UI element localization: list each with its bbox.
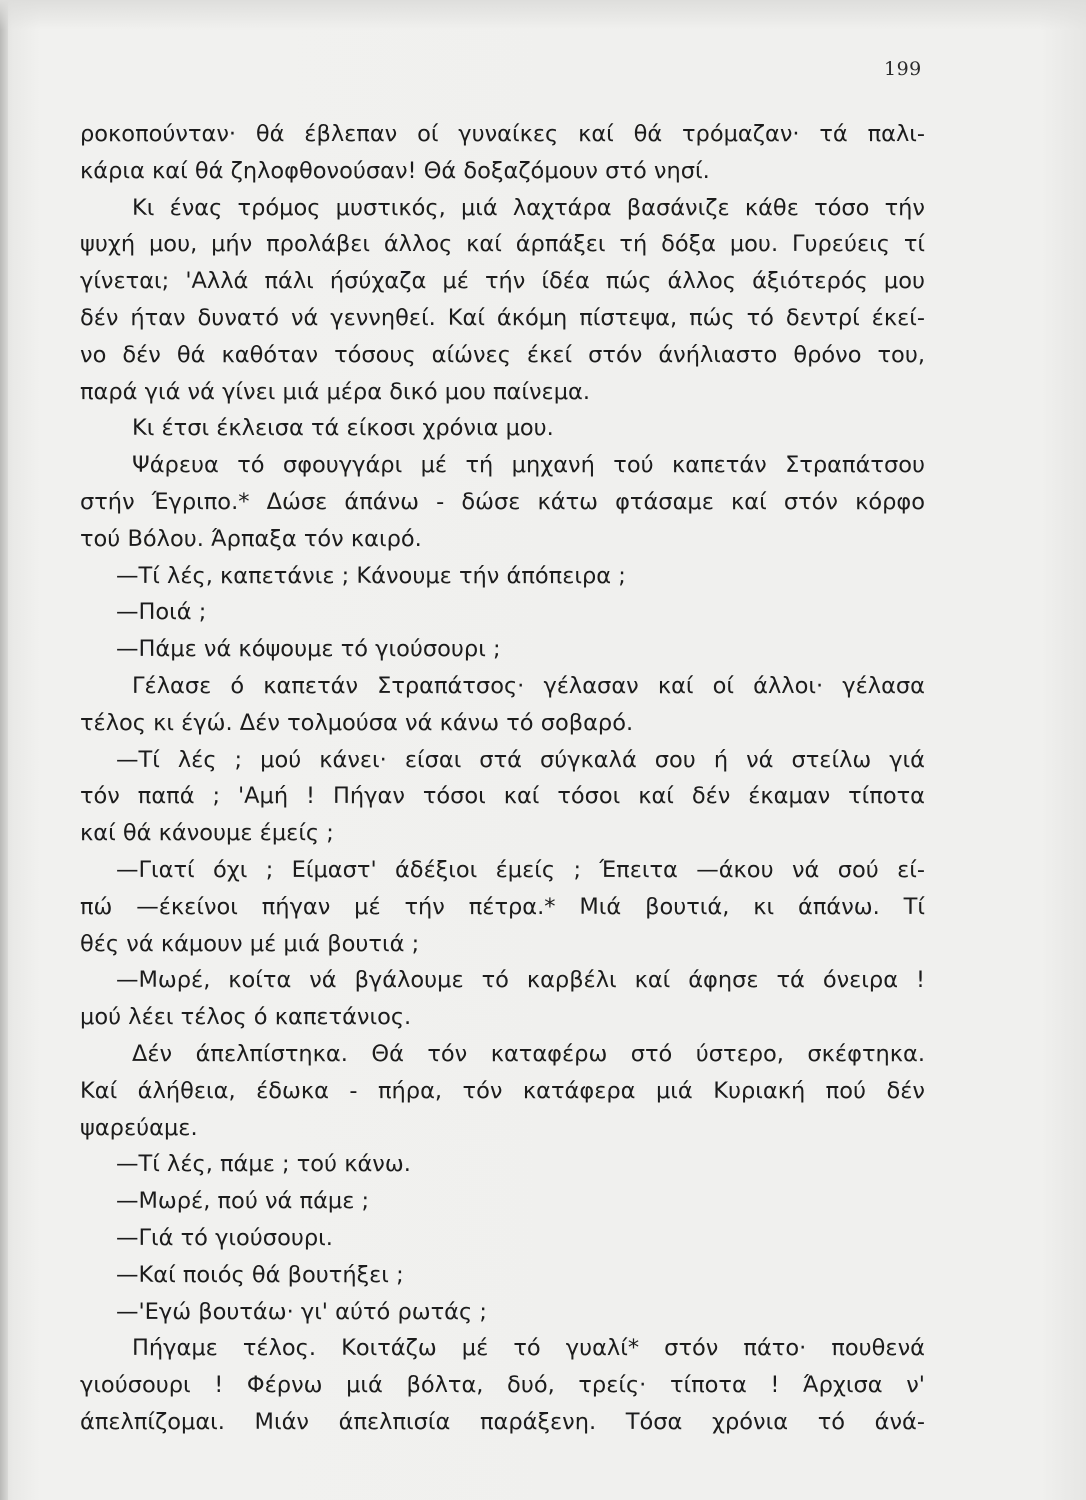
text-line: ροκοπούνταν· θά έβλεπαν οί γυναίκες καί θά τρόμαζαν· τά παλι-: [80, 121, 925, 147]
text-line: ψυχή μου, μήν προλάβει άλλος καί άρπάξει τή δόξα μου. Γυρεύεις τί: [80, 231, 925, 258]
text-line: τέλος κι έγώ. Δέν τολμούσα νά κάνω τό σοβαρό.: [80, 709, 634, 736]
dialogue-line: —'Εγώ βουτάω· γι' αύτό ρωτάς ;: [116, 1298, 487, 1325]
page-number: 199: [884, 58, 922, 80]
text-line: στήν Έγριπο.* Δώσε άπάνω - δώσε κάτω φτάσαμε καί στόν κόρφο: [80, 488, 925, 515]
dialogue-line: —Μωρέ, πού νά πάμε ;: [116, 1188, 370, 1215]
text-line: Γέλασε ό καπετάν Στραπάτσος· γέλασαν καί οί άλλοι· γέλασα: [132, 672, 925, 699]
text-line: Δέν άπελπίστηκα. Θά τόν καταφέρω στό ύστερο, σκέφτηκα.: [132, 1040, 925, 1067]
dialogue-line: —Τί λές, πάμε ; τού κάνω.: [116, 1151, 411, 1178]
text-line: Πήγαμε τέλος. Κοιτάζω μέ τό γυαλί* στόν πάτο· πουθενά: [132, 1335, 925, 1362]
text-line: μού λέει τέλος ό καπετάνιος.: [80, 1004, 412, 1031]
text-line: τόν παπά ; 'Αμή ! Πήγαν τόσοι καί τόσοι καί δέν έκαμαν τίποτα: [80, 783, 925, 810]
dialogue-line: —Πάμε νά κόψουμε τό γιούσουρι ;: [116, 636, 501, 663]
text-line: Κι έτσι έκλεισα τά είκοσι χρόνια μου.: [132, 415, 554, 442]
text-line: γιούσουρι ! Φέρνω μιά βόλτα, δυό, τρείς· τίποτα ! Άρχισα ν': [80, 1372, 925, 1399]
text-line: θές νά κάμουν μέ μιά βουτιά ;: [80, 930, 420, 957]
dialogue-line: —Μωρέ, κοίτα νά βγάλουμε τό καρβέλι καί άφησε τά όνειρα !: [116, 967, 925, 994]
top-shadow: [0, 0, 1086, 30]
text-line: ψαρεύαμε.: [80, 1114, 198, 1141]
dialogue-line: —Γιατί όχι ; Είμαστ' άδέξιοι έμείς ; Έπειτα —άκου νά σού εί-: [116, 856, 925, 883]
text-line: καί θά κάνουμε έμείς ;: [80, 820, 334, 847]
text-line: πώ —έκείνοι πήγαν μέ τήν πέτρα.* Μιά βουτιά, κι άπάνω. Τί: [80, 893, 925, 920]
text-line: δέν ήταν δυνατό νά γεννηθεί. Καί άκόμη πίστεψα, πώς τό δεντρί έκεί-: [80, 304, 925, 331]
text-line: νο δέν θά καθόταν τόσους αίώνες έκεί στόν άνήλιαστο θρόνο του,: [80, 341, 925, 368]
text-line: κάρια καί θά ζηλοφθονούσαν! Θά δοξαζόμουν στό νησί.: [80, 157, 710, 184]
text-line: τού Βόλου. Άρπαξα τόν καιρό.: [80, 525, 422, 552]
text-line: Καί άλήθεια, έδωκα - πήρα, τόν κατάφερα μιά Κυριακή πού δέν: [80, 1077, 925, 1104]
dialogue-line: —Τί λές, καπετάνιε ; Κάνουμε τήν άπόπειρα ;: [116, 562, 626, 589]
dialogue-line: —Τί λές ; μού κάνει· είσαι στά σύγκαλά σου ή νά στείλω γιά: [116, 746, 925, 773]
text-line: γίνεται; 'Αλλά πάλι ήσύχαζα μέ τήν ίδέα πώς άλλος άξιότερός μου: [80, 268, 925, 295]
binding-edge: [0, 0, 8, 1500]
text-line: Ψάρευα τό σφουγγάρι μέ τή μηχανή τού καπετάν Στραπάτσου: [132, 452, 925, 479]
dialogue-line: —Καί ποιός θά βουτήξει ;: [116, 1261, 404, 1288]
text-body: [80, 116, 925, 1441]
dialogue-line: —Ποιά ;: [116, 599, 207, 626]
dialogue-line: —Γιά τό γιούσουρι.: [116, 1224, 333, 1251]
text-line: Κι ένας τρόμος μυστικός, μιά λαχτάρα βασάνιζε κάθε τόσο τήν: [132, 194, 925, 221]
text-line: παρά γιά νά γίνει μιά μέρα δικό μου παίνεμα.: [80, 378, 591, 405]
text-line: άπελπίζομαι. Μιάν άπελπισία παράξενη. Τόσα χρόνια τό άνά-: [80, 1408, 925, 1435]
